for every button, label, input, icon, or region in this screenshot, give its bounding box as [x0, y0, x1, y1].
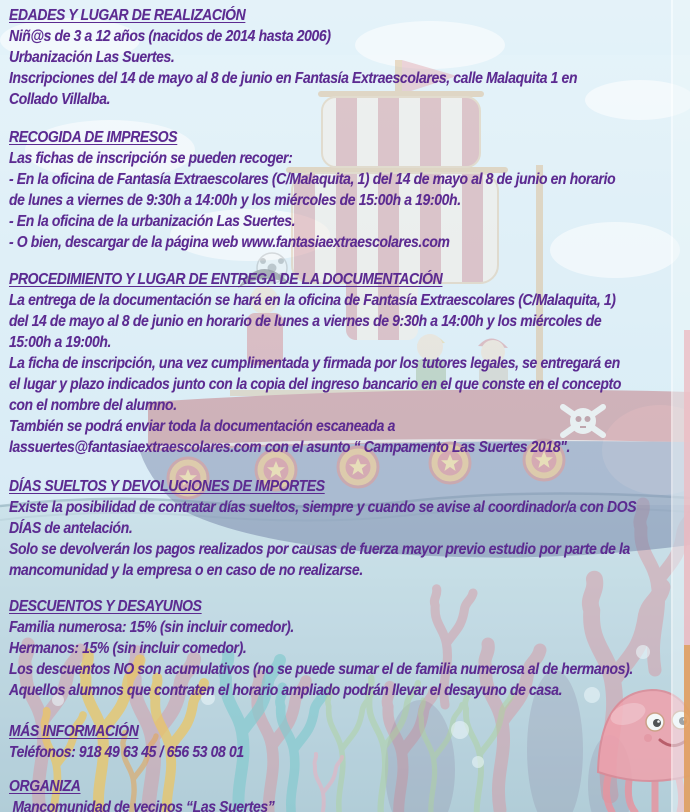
- text-line: - En la oficina de Fantasía Extraescolares (C/Malaquita, 1) del 14 de mayo al 8 de junio en horario: [9, 171, 616, 188]
- section-descuentos: [9, 596, 633, 701]
- section-procedimiento: [9, 269, 621, 458]
- text-line: - O bien, descargar de la página web www.fantasiaextraescolares.com: [9, 234, 450, 251]
- section-heading-organiza: ORGANIZA: [9, 778, 81, 795]
- organizer-name: Mancomunidad de vecinos “Las Suertes”: [9, 799, 275, 812]
- section-recogida: [9, 127, 615, 253]
- section-edades: [9, 5, 577, 110]
- text-line: - En la oficina de la urbanización Las Suertes.: [9, 213, 296, 230]
- section-heading-recogida: RECOGIDA DE IMPRESOS: [9, 129, 178, 146]
- text-line: Las fichas de inscripción se pueden recoger:: [9, 150, 293, 167]
- text-line: Niñ@s de 3 a 12 años (nacidos de 2014 hasta 2006): [9, 28, 331, 45]
- text-line: Familia numerosa: 15% (sin incluir comedor).: [9, 619, 294, 636]
- text-line: La ficha de inscripción, una vez cumplimentada y firmada por los tutores legales, se entregará en: [9, 355, 620, 372]
- text-line: Existe la posibilidad de contratar días sueltos, siempre y cuando se avise al coordinador/a con DOS: [9, 499, 637, 516]
- section-dias-sueltos: [9, 476, 636, 581]
- text-line: Solo se devolverán los pagos realizados por causas de fuerza mayor previo estudio por parte de la: [9, 541, 630, 558]
- text-line: Aquellos alumnos que contraten el horario ampliado podrán llevar el desayuno de casa.: [9, 682, 563, 699]
- text-line: DÍAS de antelación.: [9, 520, 133, 537]
- section-heading-descuentos: DESCUENTOS Y DESAYUNOS: [9, 598, 202, 615]
- section-heading-mas-informacion: MÁS INFORMACIÓN: [9, 723, 139, 740]
- text-line: Inscripciones del 14 de mayo al 8 de junio en Fantasía Extraescolares, calle Malaquita 1 en: [9, 70, 578, 87]
- section-mas-informacion: [9, 721, 244, 763]
- text-line: lassuertes@fantasiaextraescolares.com con el asunto “ Campamento Las Suertes 2018".: [9, 439, 570, 456]
- section-heading-procedimiento: PROCEDIMIENTO Y LUGAR DE ENTREGA DE LA DOCUMENTACIÓN: [9, 271, 443, 288]
- section-heading-edades: EDADES Y LUGAR DE REALIZACIÓN: [9, 7, 246, 24]
- text-line: con el nombre del alumno.: [9, 397, 177, 414]
- phone-numbers: Teléfonos: 918 49 63 45 / 656 53 08 01: [9, 744, 244, 761]
- text-line: Collado Villalba.: [9, 91, 111, 108]
- text-line: Hermanos: 15% (sin incluir comedor).: [9, 640, 247, 657]
- text-line: La entrega de la documentación se hará en la oficina de Fantasía Extraescolares (C/Malaquita, 1): [9, 292, 616, 309]
- text-line: de lunes a viernes de 9:30h a 14:00h y los miércoles de 15:00h a 19:00h.: [9, 192, 461, 209]
- text-line: 15:00h a 19:00h.: [9, 334, 112, 351]
- text-line: Los descuentos NO son acumulativos (no se puede sumar el de familia numerosa al de hermanos).: [9, 661, 633, 678]
- section-heading-dias-sueltos: DÍAS SUELTOS Y DEVOLUCIONES DE IMPORTES: [9, 478, 325, 495]
- text-line: También se podrá enviar toda la documentación escaneada a: [9, 418, 395, 435]
- text-line: Urbanización Las Suertes.: [9, 49, 175, 66]
- text-line: mancomunidad y la empresa o en caso de no realizarse.: [9, 562, 363, 579]
- text-line: el lugar y plazo indicados junto con la copia del ingreso bancario en el que conste en el concepto: [9, 376, 621, 393]
- section-organiza: [9, 776, 274, 812]
- text-line: del 14 de mayo al 8 de junio en horario de lunes a viernes de 9:30h a 14:00h y los miércoles de: [9, 313, 602, 330]
